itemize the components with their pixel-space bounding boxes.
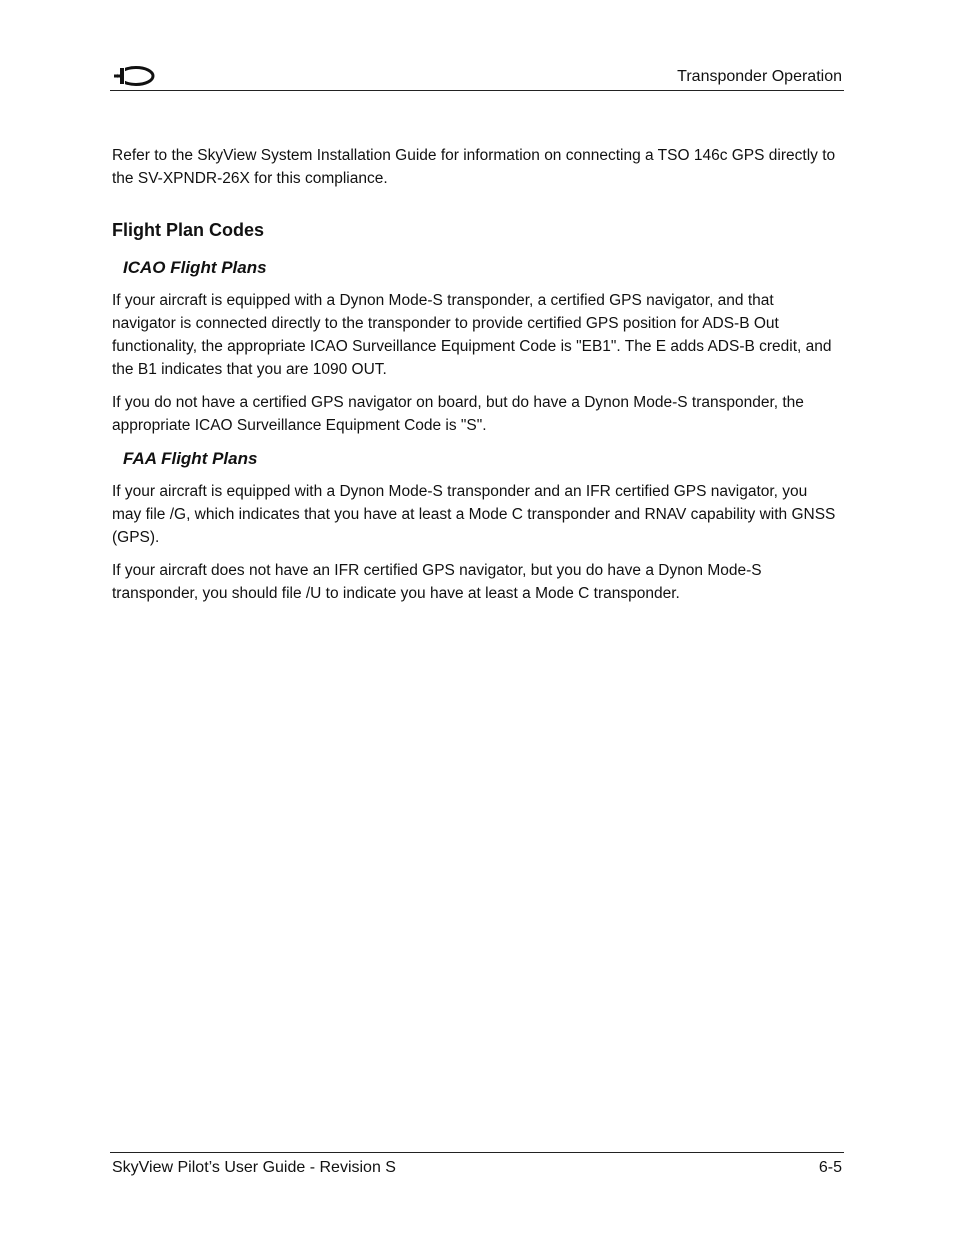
footer-page-number: 6-5 — [818, 1159, 842, 1176]
page-header — [110, 62, 844, 91]
page-content — [112, 144, 837, 615]
dynon-logo-icon — [112, 65, 156, 87]
icao-heading: ICAO Flight Plans — [123, 258, 267, 277]
header-section-title: Transponder Operation — [677, 68, 842, 85]
faa-paragraph-1: If your aircraft is equipped with a Dynon Mode-S transponder and an IFR certified GPS navigator, you may file /G, which indicates that you have at least a Mode C transponder and RNAV capability with GNSS (GPS). — [112, 483, 836, 546]
icao-paragraph-2: If you do not have a certified GPS navigator on board, but do have a Dynon Mode-S transponder, the appropriate ICAO Surveillance Equipment Code is "S". — [112, 394, 804, 434]
icao-paragraph-1: If your aircraft is equipped with a Dynon Mode-S transponder, a certified GPS navigator, and that navigator is connected directly to the transponder to provide certified GPS position for ADS-B Out functionality, the appropriate ICAO Surveillance Equipment Code is "EB1". The E adds ADS-B credit, and the B1 indicates that you are 1090 OUT. — [112, 292, 832, 378]
faa-paragraph-2: If your aircraft does not have an IFR certified GPS navigator, but you do have a Dynon Mode-S transponder, you should file /U to indicate you have at least a Mode C transponder. — [112, 562, 762, 602]
footer-doc-title: SkyView Pilot’s User Guide - Revision S — [112, 1159, 396, 1176]
faa-heading: FAA Flight Plans — [123, 449, 258, 468]
section-heading: Flight Plan Codes — [112, 220, 265, 240]
page-footer — [110, 1152, 844, 1183]
intro-paragraph: Refer to the SkyView System Installation Guide for information on connecting a TSO 146c GPS directly to the SV-XPNDR-26X for this compliance. — [112, 147, 836, 187]
